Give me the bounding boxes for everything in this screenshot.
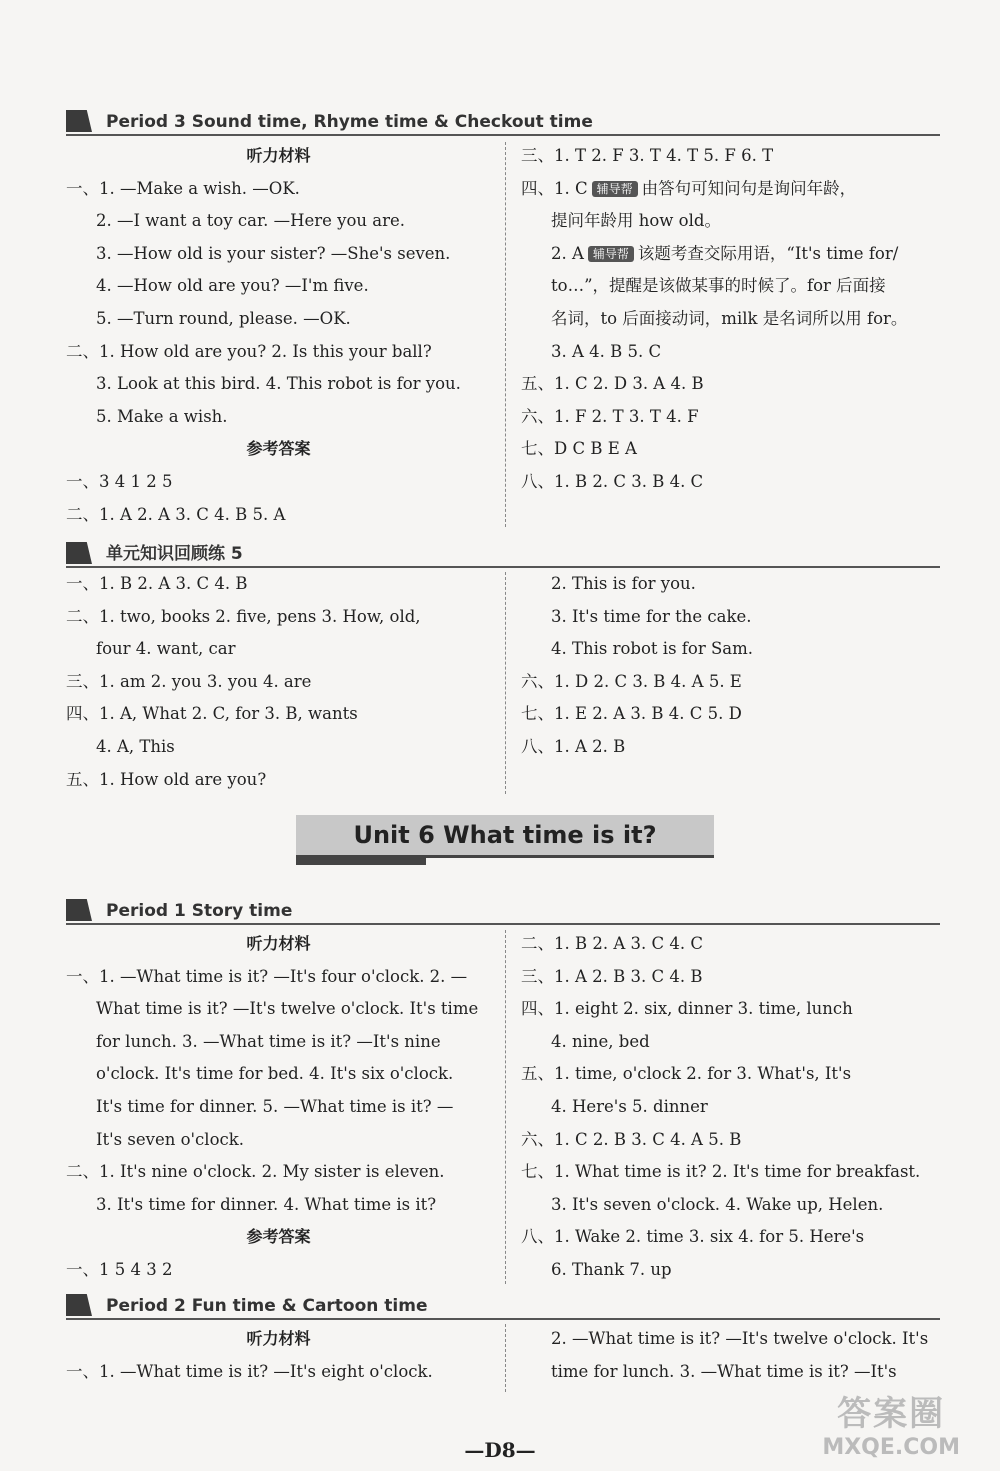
- text-line: 五、1. time, o'clock 2. for 3. What's, It's: [521, 1064, 852, 1084]
- section-header-period2: [66, 1288, 940, 1320]
- right-column: [521, 928, 941, 1287]
- column-divider: [505, 930, 506, 1284]
- page-number: —D8—: [464, 1438, 536, 1462]
- header-marker-icon: [66, 542, 92, 564]
- text-line: to…”，提醒是该做某事的时候了。for 后面接: [551, 276, 886, 296]
- section-header-period3: [66, 104, 940, 136]
- text-line: 2. This is for you.: [551, 574, 696, 593]
- text-line: 三、1. A 2. B 3. C 4. B: [521, 966, 703, 986]
- header-marker-icon: [66, 1294, 92, 1316]
- left-column: [66, 1323, 491, 1388]
- right-column: [521, 140, 941, 499]
- explanation-text: 由答句可知问句是询问年龄，: [641, 178, 857, 198]
- text-line: 八、1. A 2. B: [521, 736, 626, 756]
- text-line: 二、1. two, books 2. five, pens 3. How, old,: [66, 606, 421, 626]
- text-line: for lunch. 3. —What time is it? —It's nine: [96, 1031, 441, 1051]
- text-line: 七、1. What time is it? 2. It's time for breakfast.: [521, 1162, 921, 1182]
- column-divider: [505, 142, 506, 527]
- text-line: 七、D C B E A: [521, 439, 637, 459]
- right-column: [521, 1323, 941, 1388]
- right-column: [521, 568, 941, 764]
- answers-heading: 参考答案: [246, 439, 311, 459]
- section-title: Period 1 Story time: [106, 901, 293, 921]
- text-line: 六、1. F 2. T 3. T 4. F: [521, 406, 699, 426]
- header-marker-icon: [66, 110, 92, 132]
- text-line: 一、1. —What time is it? —It's eight o'clock.: [66, 1361, 433, 1381]
- text-line: 四、1. eight 2. six, dinner 3. time, lunch: [521, 999, 853, 1019]
- text-line: 5. —Turn round, please. —OK.: [96, 308, 351, 328]
- text-line: 八、1. B 2. C 3. B 4. C: [521, 471, 704, 491]
- left-column: [66, 928, 491, 1287]
- explanation-text: 该题考查交际用语，“It's time for/: [637, 243, 899, 263]
- text-line: 二、1. It's nine o'clock. 2. My sister is eleven.: [66, 1162, 445, 1182]
- text-line: 4. A, This: [96, 736, 175, 756]
- text-line: 八、1. Wake 2. time 3. six 4. for 5. Here's: [521, 1227, 865, 1247]
- left-column: [66, 568, 491, 796]
- text-line: [521, 238, 941, 271]
- listening-heading: 听力材料: [246, 146, 311, 165]
- text-line: 一、1. —Make a wish. —OK.: [66, 178, 300, 198]
- text-line: 3. A 4. B 5. C: [551, 341, 662, 361]
- column-divider: [505, 1324, 506, 1392]
- text-line: 七、1. E 2. A 3. B 4. C 5. D: [521, 704, 742, 724]
- text-line: 提问年龄用 how old。: [551, 211, 721, 231]
- text-line: o'clock. It's time for bed. 4. It's six o'clock.: [96, 1064, 454, 1084]
- text-line: time for lunch. 3. —What time is it? —It's: [551, 1361, 897, 1381]
- text-line: 二、1. A 2. A 3. C 4. B 5. A: [66, 504, 286, 524]
- text-line: 3. It's seven o'clock. 4. Wake up, Helen.: [551, 1194, 884, 1214]
- text-line: 二、1. B 2. A 3. C 4. C: [521, 934, 703, 953]
- left-column: [66, 140, 491, 531]
- text-line: 5. Make a wish.: [96, 406, 228, 426]
- text-line: 3. It's time for dinner. 4. What time is it?: [96, 1194, 437, 1214]
- text-line: 三、1. T 2. F 3. T 4. T 5. F 6. T: [521, 146, 774, 165]
- text-line: four 4. want, car: [96, 639, 236, 659]
- unit-title-banner: [296, 815, 714, 858]
- text-line: 2. —What time is it? —It's twelve o'clock. It's: [551, 1329, 929, 1348]
- text-line: 一、1. B 2. A 3. C 4. B: [66, 574, 248, 593]
- section-title: Period 3 Sound time, Rhyme time & Checkout time: [106, 112, 593, 132]
- unit-title: Unit 6 What time is it?: [353, 821, 657, 849]
- text-line: 3. —How old is your sister? —She's seven.: [96, 243, 451, 263]
- tutor-badge-icon: 辅导帮: [588, 246, 634, 262]
- tutor-badge-icon: 辅导帮: [592, 181, 638, 197]
- column-divider: [505, 572, 506, 794]
- answers-heading: 参考答案: [246, 1227, 311, 1247]
- watermark-logo-text: 答案圈: [837, 1394, 946, 1434]
- text-line: 三、1. am 2. you 3. you 4. are: [66, 671, 312, 691]
- text-line: 五、1. C 2. D 3. A 4. B: [521, 374, 704, 394]
- section-header-review5: [66, 536, 940, 568]
- header-marker-icon: [66, 899, 92, 921]
- text-line: 3. It's time for the cake.: [551, 606, 752, 626]
- text-line: 4. This robot is for Sam.: [551, 639, 753, 659]
- text-line: It's time for dinner. 5. —What time is it? —: [96, 1096, 454, 1116]
- text-line: 2. —I want a toy car. —Here you are.: [96, 211, 405, 231]
- text-line: 6. Thank 7. up: [551, 1259, 672, 1279]
- watermark-url: MXQE.COM: [822, 1435, 960, 1460]
- text-line: It's seven o'clock.: [96, 1129, 244, 1149]
- section-title: Period 2 Fun time & Cartoon time: [106, 1296, 428, 1316]
- text-line: 四、1. A, What 2. C, for 3. B, wants: [66, 704, 358, 724]
- text-line: 名词，to 后面接动词，milk 是名词所以用 for。: [551, 308, 908, 328]
- listening-heading: 听力材料: [246, 1329, 311, 1348]
- answer-label: 2. A: [551, 243, 584, 263]
- banner-tail: [296, 857, 426, 865]
- listening-heading: 听力材料: [246, 934, 311, 953]
- text-line: 4. —How old are you? —I'm five.: [96, 276, 369, 296]
- text-line: 六、1. C 2. B 3. C 4. A 5. B: [521, 1129, 742, 1149]
- text-line: 二、1. How old are you? 2. Is this your ball?: [66, 341, 432, 361]
- text-line: 一、1 5 4 3 2: [66, 1259, 173, 1279]
- text-line: 4. nine, bed: [551, 1031, 650, 1051]
- text-line: 五、1. How old are you?: [66, 769, 267, 789]
- text-line: 一、1. —What time is it? —It's four o'clock. 2. —: [66, 966, 468, 986]
- text-line: [521, 173, 941, 206]
- section-title: 单元知识回顾练 5: [106, 544, 243, 564]
- text-line: What time is it? —It's twelve o'clock. It's time: [96, 999, 479, 1019]
- answer-label: 四、1. C: [521, 178, 588, 198]
- text-line: 4. Here's 5. dinner: [551, 1096, 708, 1116]
- text-line: 3. Look at this bird. 4. This robot is for you.: [96, 374, 461, 394]
- section-header-period1: [66, 893, 940, 925]
- text-line: 六、1. D 2. C 3. B 4. A 5. E: [521, 671, 742, 691]
- watermark: [822, 1386, 960, 1460]
- text-line: 一、3 4 1 2 5: [66, 471, 173, 491]
